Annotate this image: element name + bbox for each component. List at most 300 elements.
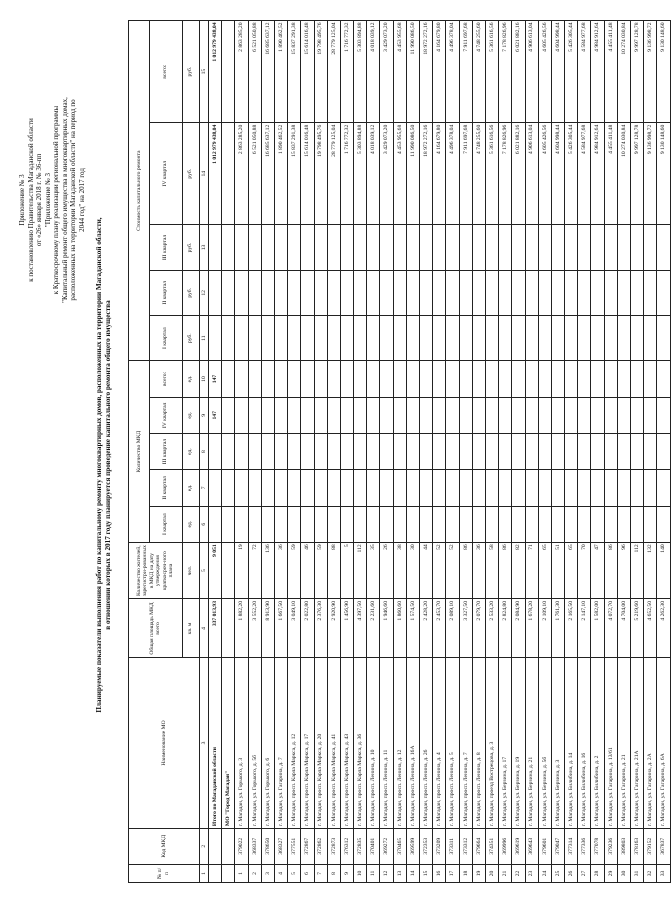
row-total-count — [406, 361, 419, 397]
row-q4-cost: 4 748 255,60 — [472, 123, 485, 225]
row-total-count — [248, 361, 261, 397]
row-address: г. Магадан, просп. Ленина, д. 8 — [472, 658, 485, 828]
row-q1-cost — [393, 316, 406, 361]
row-q1-cost — [512, 316, 525, 361]
row-q1-count — [604, 506, 617, 542]
row-total-cost: 4 906 613,04 — [525, 21, 538, 123]
row-area: 2 109,10 — [538, 599, 551, 658]
row-q1-count — [433, 506, 446, 542]
unit-units: ед. — [182, 470, 199, 506]
row-q1-count — [525, 506, 538, 542]
row-q1-cost — [248, 316, 261, 361]
total-count: 147 — [209, 361, 222, 397]
row-total-cost: 19 798 495,76 — [314, 21, 327, 123]
header-residents: Количество жителей, зарегистри-рованных в МКД на дату утверждения краткосроч-ного плана — [129, 542, 183, 599]
row-code: 369272 — [380, 828, 393, 864]
row-q2-count — [261, 470, 274, 506]
row-q3-cost — [604, 225, 617, 270]
table-row — [367, 21, 380, 883]
row-area: 1 667,50 — [274, 599, 287, 658]
row-residents: 19 — [235, 542, 248, 599]
row-q2-count — [433, 470, 446, 506]
row-q3-count — [472, 433, 485, 469]
row-q1-cost — [604, 316, 617, 361]
table-row — [525, 21, 538, 883]
row-q2-count — [406, 470, 419, 506]
row-q1-cost — [288, 316, 301, 361]
row-total-count — [393, 361, 406, 397]
row-number: 14 — [406, 864, 419, 882]
row-total-cost: 9 997 128,78 — [631, 21, 644, 123]
row-number: 19 — [472, 864, 485, 882]
row-total-count — [499, 361, 512, 397]
row-q4-cost: 9 130 148,60 — [657, 123, 670, 225]
table-body — [200, 21, 671, 883]
row-code: 379022 — [235, 828, 248, 864]
row-area: 4 652,50 — [644, 599, 657, 658]
row-q4-cost: 7 911 697,68 — [459, 123, 472, 225]
row-q4-cost: 4 018 039,12 — [367, 123, 380, 225]
row-q2-count — [551, 470, 564, 506]
row-q1-cost — [644, 316, 657, 361]
row-residents: 26 — [380, 542, 393, 599]
row-q2-count — [420, 470, 433, 506]
row-code: 369996 — [499, 828, 512, 864]
unit-people: чел. — [182, 542, 199, 599]
row-total-cost: 1 716 772,32 — [340, 21, 353, 123]
row-code: 389803 — [617, 828, 630, 864]
row-q1-cost — [420, 316, 433, 361]
row-code: 379601 — [538, 828, 551, 864]
row-residents: 65 — [538, 542, 551, 599]
unit-rub: руб. — [182, 316, 199, 361]
row-q1-count — [420, 506, 433, 542]
appendix-line: "Приложение № 3 — [43, 172, 52, 228]
row-number: 27 — [578, 864, 591, 882]
municipality-row — [222, 21, 235, 883]
table-row — [631, 21, 644, 883]
row-q2-count — [657, 470, 670, 506]
row-q2-cost — [327, 270, 340, 315]
row-residents: 132 — [644, 542, 657, 599]
col-number: 2 — [200, 828, 209, 864]
table-row — [261, 21, 274, 883]
row-number: 8 — [327, 864, 340, 882]
row-number: 18 — [459, 864, 472, 882]
row-q3-cost — [551, 225, 564, 270]
row-q4-cost: 11 990 086,50 — [406, 123, 419, 225]
row-q2-count — [327, 470, 340, 506]
row-q3-count — [393, 433, 406, 469]
row-q3-count — [499, 433, 512, 469]
row-q3-count — [459, 433, 472, 469]
row-q1-count — [367, 506, 380, 542]
row-q2-cost — [459, 270, 472, 315]
table-row — [314, 21, 327, 883]
row-total-count — [644, 361, 657, 397]
row-address: г. Магадан, ул. Берзина, д. 5б — [538, 658, 551, 828]
row-residents: 38 — [393, 542, 406, 599]
col-number: 13 — [200, 225, 209, 270]
row-total-count — [235, 361, 248, 397]
row-q3-cost — [631, 225, 644, 270]
table-row — [446, 21, 459, 883]
appendix-line: от «26» января 2018 г. № 36-пп — [35, 153, 43, 247]
row-total-count — [288, 361, 301, 397]
row-code: 373312 — [459, 828, 472, 864]
row-total-cost: 4 455 411,48 — [604, 21, 617, 123]
row-q3-cost — [433, 225, 446, 270]
row-code: 377314 — [565, 828, 578, 864]
row-q3-cost — [578, 225, 591, 270]
row-residents: 86 — [499, 542, 512, 599]
table-row — [406, 21, 419, 883]
row-q3-cost — [340, 225, 353, 270]
municipality-label: МО "Город Магадан" — [222, 658, 235, 828]
row-residents: 51 — [551, 542, 564, 599]
row-total-cost: 5 303 894,88 — [354, 21, 367, 123]
row-q3-count — [380, 433, 393, 469]
row-q2-count — [301, 470, 314, 506]
row-q1-cost — [354, 316, 367, 361]
row-q1-count — [591, 506, 604, 542]
appendix-line: расположенных на территории Магаданской области" на период по — [69, 99, 77, 301]
row-q3-count — [235, 433, 248, 469]
col-number: 4 — [200, 599, 209, 658]
row-q4-count — [657, 397, 670, 433]
row-total-count — [459, 361, 472, 397]
row-q2-count — [591, 470, 604, 506]
row-q3-count — [406, 433, 419, 469]
row-q2-count — [288, 470, 301, 506]
col-number: 6 — [200, 506, 209, 542]
row-total-cost: 4 984 912,64 — [591, 21, 604, 123]
table-row — [393, 21, 406, 883]
row-total-cost: 4 605 426,56 — [538, 21, 551, 123]
row-q2-cost — [657, 270, 670, 315]
row-total-count — [617, 361, 630, 397]
row-total-cost: 6 021 882,16 — [512, 21, 525, 123]
row-q1-cost — [617, 316, 630, 361]
row-q2-cost — [472, 270, 485, 315]
row-q4-cost: 9 997 128,78 — [631, 123, 644, 225]
row-q4-count — [380, 397, 393, 433]
row-q4-cost: 4 496 378,04 — [446, 123, 459, 225]
row-residents: 88 — [327, 542, 340, 599]
row-q4-cost: 4 453 955,68 — [393, 123, 406, 225]
header-q2: II квартал — [149, 470, 182, 506]
row-total-cost: 4 453 955,68 — [393, 21, 406, 123]
table-row — [327, 21, 340, 883]
row-q2-count — [354, 470, 367, 506]
row-q2-cost — [261, 270, 274, 315]
row-area: 8 913,90 — [261, 599, 274, 658]
row-q1-cost — [459, 316, 472, 361]
row-q3-cost — [261, 225, 274, 270]
row-number: 3 — [261, 864, 274, 882]
row-q1-cost — [314, 316, 327, 361]
row-q2-cost — [288, 270, 301, 315]
row-q2-cost — [433, 270, 446, 315]
row-area: 3 049,10 — [288, 599, 301, 658]
row-q1-count — [274, 506, 287, 542]
row-q2-count — [604, 470, 617, 506]
row-q4-count — [578, 397, 591, 433]
row-area: 1 456,90 — [340, 599, 353, 658]
row-area: 1 678,20 — [525, 599, 538, 658]
row-q4-cost: 2 863 285,20 — [235, 123, 248, 225]
row-number: 9 — [340, 864, 353, 882]
row-number: 10 — [354, 864, 367, 882]
row-q4-count — [314, 397, 327, 433]
row-q1-cost — [591, 316, 604, 361]
row-area: 2 084,90 — [512, 599, 525, 658]
row-q4-count — [393, 397, 406, 433]
row-q4-count — [591, 397, 604, 433]
row-code: 369599 — [406, 828, 419, 864]
row-q1-count — [354, 506, 367, 542]
row-q1-count — [459, 506, 472, 542]
row-q4-count — [604, 397, 617, 433]
row-q2-count — [499, 470, 512, 506]
row-q1-count — [538, 506, 551, 542]
row-area: 1 574,50 — [406, 599, 419, 658]
row-total-count — [578, 361, 591, 397]
row-q2-count — [644, 470, 657, 506]
row-area: 2 376,30 — [314, 599, 327, 658]
appendix-line: к постановлению Правительства Магаданской области — [26, 118, 35, 282]
row-area: 4 397,50 — [354, 599, 367, 658]
row-q3-cost — [525, 225, 538, 270]
row-q3-count — [367, 433, 380, 469]
header-total: всего: — [149, 361, 182, 397]
row-residents: 65 — [565, 542, 578, 599]
row-q1-count — [235, 506, 248, 542]
row-address: г. Магадан, просп. Карла Маркса, д. 43 — [340, 658, 353, 828]
header-cost-total: всего: — [149, 21, 182, 123]
row-total-cost: 4 164 679,80 — [433, 21, 446, 123]
row-number: 33 — [657, 864, 670, 882]
row-total-count — [433, 361, 446, 397]
row-total-cost: 7 178 826,96 — [499, 21, 512, 123]
row-q1-cost — [657, 316, 670, 361]
row-q3-count — [420, 433, 433, 469]
row-q4-cost: 4 584 977,68 — [578, 123, 591, 225]
row-q3-count — [551, 433, 564, 469]
row-total-count — [657, 361, 670, 397]
row-code: 377336 — [578, 828, 591, 864]
row-q2-cost — [354, 270, 367, 315]
unit-rub: руб. — [182, 225, 199, 270]
row-q2-cost — [248, 270, 261, 315]
row-total-count — [631, 361, 644, 397]
row-q3-count — [591, 433, 604, 469]
row-q4-count — [644, 397, 657, 433]
row-q2-cost — [340, 270, 353, 315]
row-q1-cost — [327, 316, 340, 361]
row-area: 2 231,60 — [367, 599, 380, 658]
row-q4-count — [274, 397, 287, 433]
row-q4-cost: 1 890 462,52 — [274, 123, 287, 225]
row-q2-count — [367, 470, 380, 506]
row-q4-count — [354, 397, 367, 433]
row-area: 2 147,10 — [578, 599, 591, 658]
row-q2-cost — [485, 270, 498, 315]
row-q1-cost — [406, 316, 419, 361]
row-area: 2 428,20 — [420, 599, 433, 658]
row-residents: 59 — [314, 542, 327, 599]
row-q1-cost — [565, 316, 578, 361]
row-residents: 70 — [578, 542, 591, 599]
row-code: 379236 — [604, 828, 617, 864]
row-residents: 44 — [420, 542, 433, 599]
row-q3-count — [538, 433, 551, 469]
row-number: 2 — [248, 864, 261, 882]
table-row — [288, 21, 301, 883]
table-row — [657, 21, 670, 883]
row-total-cost: 4 018 039,12 — [367, 21, 380, 123]
row-q4-cost: 4 604 998,44 — [551, 123, 564, 225]
row-q3-cost — [288, 225, 301, 270]
column-number-row — [200, 21, 209, 883]
row-q1-count — [499, 506, 512, 542]
row-q3-cost — [420, 225, 433, 270]
row-q1-count — [406, 506, 419, 542]
row-total-cost: 7 911 697,68 — [459, 21, 472, 123]
row-code: 369619 — [512, 828, 525, 864]
table-row — [644, 21, 657, 883]
row-area: 1 882,20 — [235, 599, 248, 658]
row-residents: 112 — [354, 542, 367, 599]
row-q3-cost — [644, 225, 657, 270]
row-q1-count — [485, 506, 498, 542]
row-area: 3 552,20 — [248, 599, 261, 658]
row-q4-cost: 5 361 616,56 — [485, 123, 498, 225]
row-area: 2 089,10 — [446, 599, 459, 658]
title-line: Планируемые показатели выполнения работ по капитальному ремонту многоквартирных домов, расположенных на территории Магаданской области, — [95, 217, 103, 713]
header-name: Наименование МО — [129, 658, 200, 828]
table-row — [472, 21, 485, 883]
row-q3-cost — [314, 225, 327, 270]
row-q2-count — [512, 470, 525, 506]
row-q4-count — [551, 397, 564, 433]
row-total-cost: 6 521 050,88 — [248, 21, 261, 123]
row-q3-count — [485, 433, 498, 469]
row-area: 4 072,70 — [604, 599, 617, 658]
row-address: г. Магадан, ул. Гагарина, д. 7 — [274, 658, 287, 828]
header-cost-q1: I квартал — [149, 316, 182, 361]
row-address: г. Магадан, просп. Карла Маркса, д. 41 — [327, 658, 340, 828]
header-q1: I квартал — [149, 506, 182, 542]
row-q2-count — [631, 470, 644, 506]
table-row — [512, 21, 525, 883]
row-number: 16 — [433, 864, 446, 882]
row-address: г. Магадан, ул. Гагарина, д. 6А — [657, 658, 670, 828]
row-q2-count — [274, 470, 287, 506]
table-row — [248, 21, 261, 883]
row-code: 377551 — [288, 828, 301, 864]
row-residents: 96 — [617, 542, 630, 599]
row-total-count — [446, 361, 459, 397]
row-total-count — [591, 361, 604, 397]
row-q2-count — [340, 470, 353, 506]
row-q1-cost — [485, 316, 498, 361]
row-address: г. Магадан, ул. Гагарина, д. 21 — [617, 658, 630, 828]
row-q1-count — [340, 506, 353, 542]
row-address: г. Магадан, ул. Горького, д. 3 — [235, 658, 248, 828]
row-q2-count — [446, 470, 459, 506]
row-address: г. Магадан, ул. Берзина, д. 3 — [551, 658, 564, 828]
row-q4-count — [617, 397, 630, 433]
row-q1-cost — [274, 316, 287, 361]
row-q4-count — [288, 397, 301, 433]
unit-units: ед. — [182, 506, 199, 542]
row-q1-count — [578, 506, 591, 542]
row-q2-cost — [274, 270, 287, 315]
row-code: 379664 — [472, 828, 485, 864]
unit-rub: руб. — [182, 123, 199, 225]
unit-units: ед. — [182, 397, 199, 433]
row-total-count — [538, 361, 551, 397]
row-total-count — [551, 361, 564, 397]
row-number: 28 — [591, 864, 604, 882]
row-q3-cost — [354, 225, 367, 270]
table-row — [354, 21, 367, 883]
row-q1-count — [657, 506, 670, 542]
row-q4-count — [631, 397, 644, 433]
row-q2-cost — [565, 270, 578, 315]
row-q1-count — [617, 506, 630, 542]
row-q4-cost: 28 779 125,04 — [327, 123, 340, 225]
row-q3-cost — [235, 225, 248, 270]
table-row — [420, 21, 433, 883]
row-address: г. Магадан, ул. Билибина, д. 14 — [565, 658, 578, 828]
row-code: 373209 — [433, 828, 446, 864]
row-total-cost: 4 748 255,60 — [472, 21, 485, 123]
row-q4-count — [485, 397, 498, 433]
table-row — [499, 21, 512, 883]
row-total-count — [327, 361, 340, 397]
unit-area: кв. м — [182, 599, 199, 658]
row-residents: 52 — [446, 542, 459, 599]
row-address: г. Магадан, ул. Берзина, д. 17 — [499, 658, 512, 828]
row-total-count — [472, 361, 485, 397]
row-number: 26 — [565, 864, 578, 882]
total-area: 337 013,93 — [209, 599, 222, 658]
row-q1-count — [301, 506, 314, 542]
row-q3-count — [327, 433, 340, 469]
row-q3-cost — [406, 225, 419, 270]
row-q3-count — [288, 433, 301, 469]
row-q1-count — [631, 506, 644, 542]
row-residents: 46 — [301, 542, 314, 599]
row-area: 1 761,30 — [551, 599, 564, 658]
capital-repair-table — [128, 20, 671, 883]
header-area: Общая площадь МКД всего — [129, 599, 183, 658]
row-code: 372873 — [327, 828, 340, 864]
row-number: 25 — [551, 864, 564, 882]
row-code: 367837 — [657, 828, 670, 864]
row-area: 2 824,80 — [499, 599, 512, 658]
row-q1-cost — [538, 316, 551, 361]
row-address: г. Магадан, просп. Ленина, д. 5 — [446, 658, 459, 828]
row-area: 3 327,50 — [459, 599, 472, 658]
col-number: 7 — [200, 470, 209, 506]
row-q3-cost — [512, 225, 525, 270]
row-number: 30 — [617, 864, 630, 882]
header-num: № п/п — [129, 864, 200, 882]
row-q4-count — [446, 397, 459, 433]
